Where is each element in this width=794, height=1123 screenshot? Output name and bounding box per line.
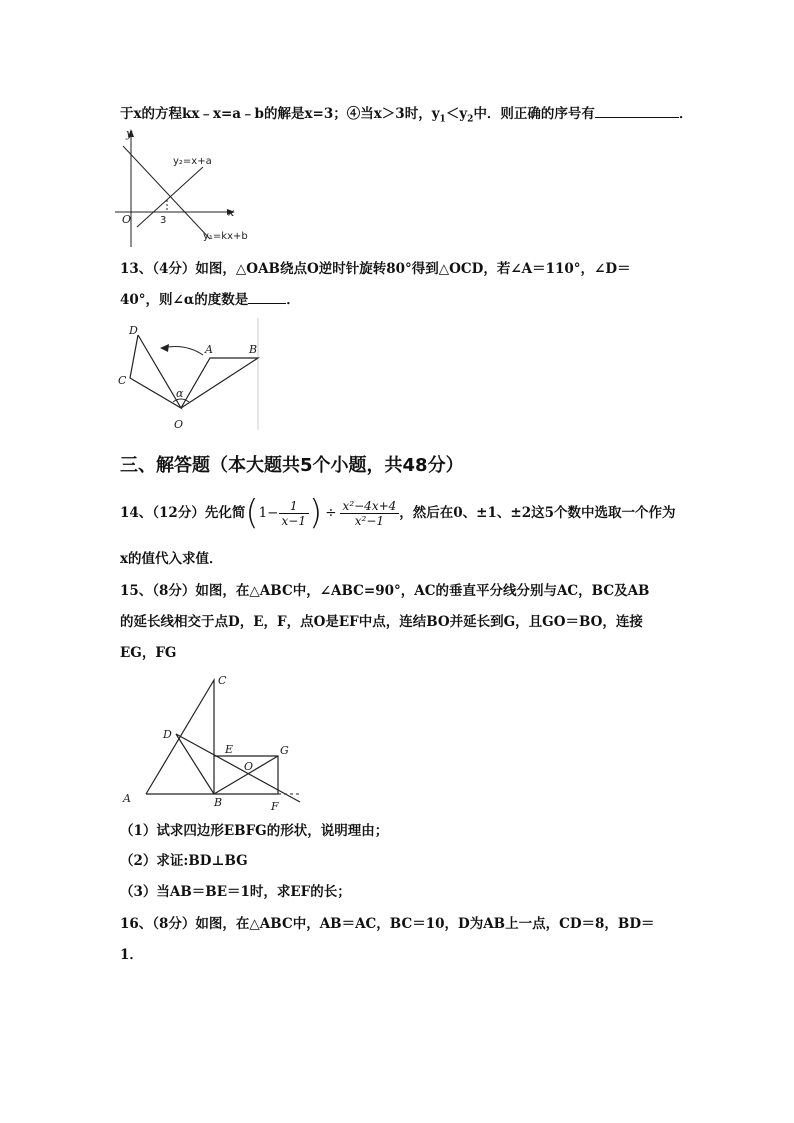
q14-frac1 — [279, 499, 309, 528]
q12-text-b: ＜y — [445, 106, 468, 122]
q12-tail-text — [120, 104, 692, 129]
q15-label-D: D — [163, 728, 172, 741]
q15-line1: 15、（8分）如图，在△ABC中，∠ABC=90°，AC的垂直平分线分别与AC，BC及AB — [120, 583, 650, 599]
q15-label-G: G — [280, 744, 289, 757]
q15-sub1: （1）试求四边形EBFG的形状，说明理由； — [120, 823, 389, 839]
q15-label-C: C — [218, 674, 227, 687]
q14-frac2 — [340, 499, 400, 528]
q14-frac1-den: x−1 — [281, 513, 306, 528]
q12-text-a: 于x的方程kx﹣x=a﹣b的解是x=3；④当x＞3时，y — [120, 106, 440, 122]
q12-sub1: 1 — [439, 114, 446, 125]
q14-div: ÷ — [325, 505, 337, 521]
q12-text-c: 中．则正确的序号有 — [473, 106, 595, 122]
q12-line-y2-label: y₂=x+a — [173, 156, 212, 167]
q13-line2-text: 40°，则∠α的度数是 — [120, 292, 249, 308]
q13-label-D: D — [129, 324, 138, 337]
q14-frac2-den: x²−1 — [354, 513, 385, 528]
q12-figure — [115, 127, 255, 247]
q15-label-A: A — [123, 792, 131, 805]
q14-suffix: ，然后在0、±1、±2这5个数中选取一个作为 — [399, 505, 676, 521]
q13-end: ． — [286, 292, 300, 308]
q12-tick-3: 3 — [160, 215, 167, 226]
q14-one: 1− — [258, 505, 279, 521]
q13-label-B: B — [249, 343, 258, 356]
q14-prefix: 14、（12分）先化简 — [120, 505, 246, 521]
q13-answer-blank[interactable] — [248, 290, 286, 304]
q13-label-alpha: α — [176, 387, 184, 400]
q15-sub3: （3）当AB＝BE＝1时，求EF的长； — [120, 884, 351, 900]
q14-line1 — [120, 495, 675, 531]
q16-line1: 16、（8分）如图，在△ABC中，AB＝AC，BC＝10，D为AB上一点，CD＝8，BD＝ — [120, 916, 655, 932]
section3-title: 三、解答题（本大题共5个小题，共48分） — [120, 455, 464, 476]
q12-y-axis-label: y — [126, 127, 133, 140]
q15-line2: 的延长线相交于点D，E，F，点O是EF中点，连结BO并延长到G，且GO＝BO，连接 — [120, 614, 643, 630]
q13-figure — [115, 318, 260, 433]
q12-end: ． — [678, 106, 693, 122]
q16-line2: 1． — [120, 947, 143, 963]
q14-paren-close: ) — [308, 493, 323, 533]
q15-line3: EG，FG — [120, 645, 177, 661]
q14-frac2-num: x²−4x+4 — [340, 499, 400, 514]
q13-label-O: O — [174, 418, 184, 431]
q12-sub2: 2 — [467, 114, 474, 125]
q15-sub2: （2）求证:BD⊥BG — [120, 853, 248, 869]
q13-label-C: C — [118, 374, 127, 387]
q14-line2: x的值代入求值． — [120, 551, 223, 567]
q15-label-B: B — [214, 796, 223, 809]
q15-figure — [118, 672, 308, 812]
q15-label-O: O — [244, 760, 254, 773]
q12-answer-blank[interactable] — [595, 104, 679, 118]
q12-x-axis-label: x — [228, 206, 235, 219]
q14-paren-open: ( — [245, 493, 259, 533]
q14-frac1-num: 1 — [279, 499, 309, 514]
q13-line2 — [120, 290, 300, 309]
q13-label-A: A — [205, 343, 213, 356]
q15-label-E: E — [225, 743, 234, 756]
q12-line-y1-label: y₁=kx+b — [203, 231, 248, 242]
q12-origin-label: O — [122, 213, 132, 226]
q13-line1: 13、（4分）如图，△OAB绕点O逆时针旋转80°得到△OCD，若∠A＝110°，∠D＝ — [120, 261, 631, 277]
q15-label-F: F — [271, 800, 279, 813]
